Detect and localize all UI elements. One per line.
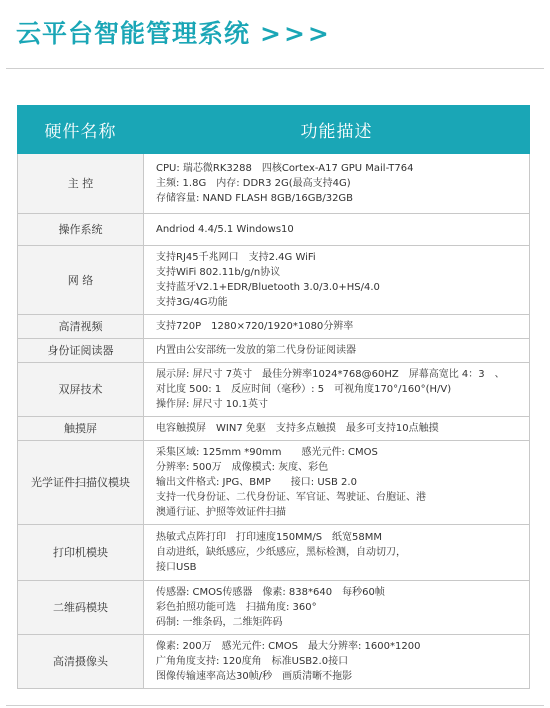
hardware-name-cell: 网 络 [18,246,144,315]
desc-line: 内置由公安部统一发放的第二代身份证阅读器 [156,345,356,356]
hardware-name-cell: 打印机模块 [18,525,144,581]
table-row [18,154,530,214]
table-header-row [18,106,530,154]
desc-line: 展示屏: 屏尺寸 7英寸 最佳分辨率1024*768@60HZ 屏幕高宽比 4：3 、 [156,369,505,380]
desc-line: 广角角度支持: 120度角 标准USB2.0接口 [156,656,349,667]
desc-line: 自动进纸，缺纸感应，少纸感应，黑标检测，自动切刀， [156,547,406,558]
desc-line: 接口USB [156,562,197,573]
hardware-name-cell: 操作系统 [18,214,144,246]
desc-line: 热敏式点阵打印 打印速度150MM/S 纸宽58MM [156,532,383,543]
hardware-name-cell: 光学证件扫描仪模块 [18,441,144,525]
table-row [18,339,530,363]
function-desc-cell [144,363,530,417]
header-function-desc: 功能描述 [144,106,530,154]
table-row [18,441,530,525]
desc-line: 对比度 500: 1 反应时间（毫秒）: 5 可视角度170°/160°(H/V) [156,384,452,395]
page-title-text: 云平台智能管理系统 [16,19,251,48]
desc-line: 澳通行证、护照等效证件扫描 [156,507,286,518]
function-desc-cell [144,315,530,339]
function-desc-cell [144,581,530,635]
desc-line: 像素: 200万 感光元件: CMOS 最大分辨率: 1600*1200 [156,641,421,652]
desc-line: 图像传输速率高达30帧/秒 画质清晰不拖影 [156,671,353,682]
table-row [18,525,530,581]
table-row [18,363,530,417]
hardware-spec-table [17,105,530,689]
table-row [18,214,530,246]
desc-line: Andriod 4.4/5.1 Windows10 [156,224,294,235]
desc-line: 支持3G/4G功能 [156,297,228,308]
table-row [18,315,530,339]
function-desc-cell [144,339,530,363]
table-body [18,154,530,689]
desc-line: 支持720P 1280×720/1920*1080分辨率 [156,321,354,332]
desc-line: 采集区域: 125mm *90mm 感光元件: CMOS [156,447,378,458]
desc-line: CPU: 瑞芯微RK3288 四核Cortex-A17 GPU Mail-T764 [156,163,414,174]
desc-line: 主频: 1.8G 内存: DDR3 2G(最高支持4G) [156,178,351,189]
desc-line: 存储容量: NAND FLASH 8GB/16GB/32GB [156,193,354,204]
hardware-name-cell: 高清视频 [18,315,144,339]
function-desc-cell [144,635,530,689]
top-divider [6,68,544,69]
page-title [16,14,332,50]
hardware-name-cell: 高清摄像头 [18,635,144,689]
desc-line: 分辨率: 500万 成像模式: 灰度、彩色 [156,462,329,473]
function-desc-cell [144,441,530,525]
header-hardware-name: 硬件名称 [18,106,144,154]
hardware-name-cell: 主 控 [18,154,144,214]
desc-line: 支持RJ45千兆网口 支持2.4G WiFi [156,252,316,263]
function-desc-cell [144,214,530,246]
desc-line: 支持蓝牙V2.1+EDR/Bluetooth 3.0/3.0+HS/4.0 [156,282,380,293]
table-row [18,246,530,315]
desc-line: 彩色拍照功能可选 扫描角度: 360° [156,602,317,613]
desc-line: 传感器: CMOS传感器 像素: 838*640 每秒60帧 [156,587,385,598]
hardware-name-cell: 二维码模块 [18,581,144,635]
table-row [18,417,530,441]
desc-line: 电容触摸屏 WIN7 免驱 支持多点触摸 最多可支持10点触摸 [156,423,439,434]
hardware-name-cell: 身份证阅读器 [18,339,144,363]
title-arrows: >>> [260,19,332,48]
bottom-divider [6,705,544,706]
function-desc-cell [144,417,530,441]
desc-line: 输出文件格式: JPG、BMP 接口: USB 2.0 [156,477,357,488]
desc-line: 支持一代身份证、二代身份证、军官证、驾驶证、台胞证、港 [156,492,426,503]
hardware-name-cell: 触摸屏 [18,417,144,441]
hardware-name-cell: 双屏技术 [18,363,144,417]
function-desc-cell [144,525,530,581]
desc-line: 操作屏: 屏尺寸 10.1英寸 [156,399,268,410]
function-desc-cell [144,246,530,315]
table-row [18,581,530,635]
table-row [18,635,530,689]
desc-line: 支持WiFi 802.11b/g/n协议 [156,267,281,278]
desc-line: 码制: 一维条码，二维矩阵码 [156,617,283,628]
function-desc-cell [144,154,530,214]
